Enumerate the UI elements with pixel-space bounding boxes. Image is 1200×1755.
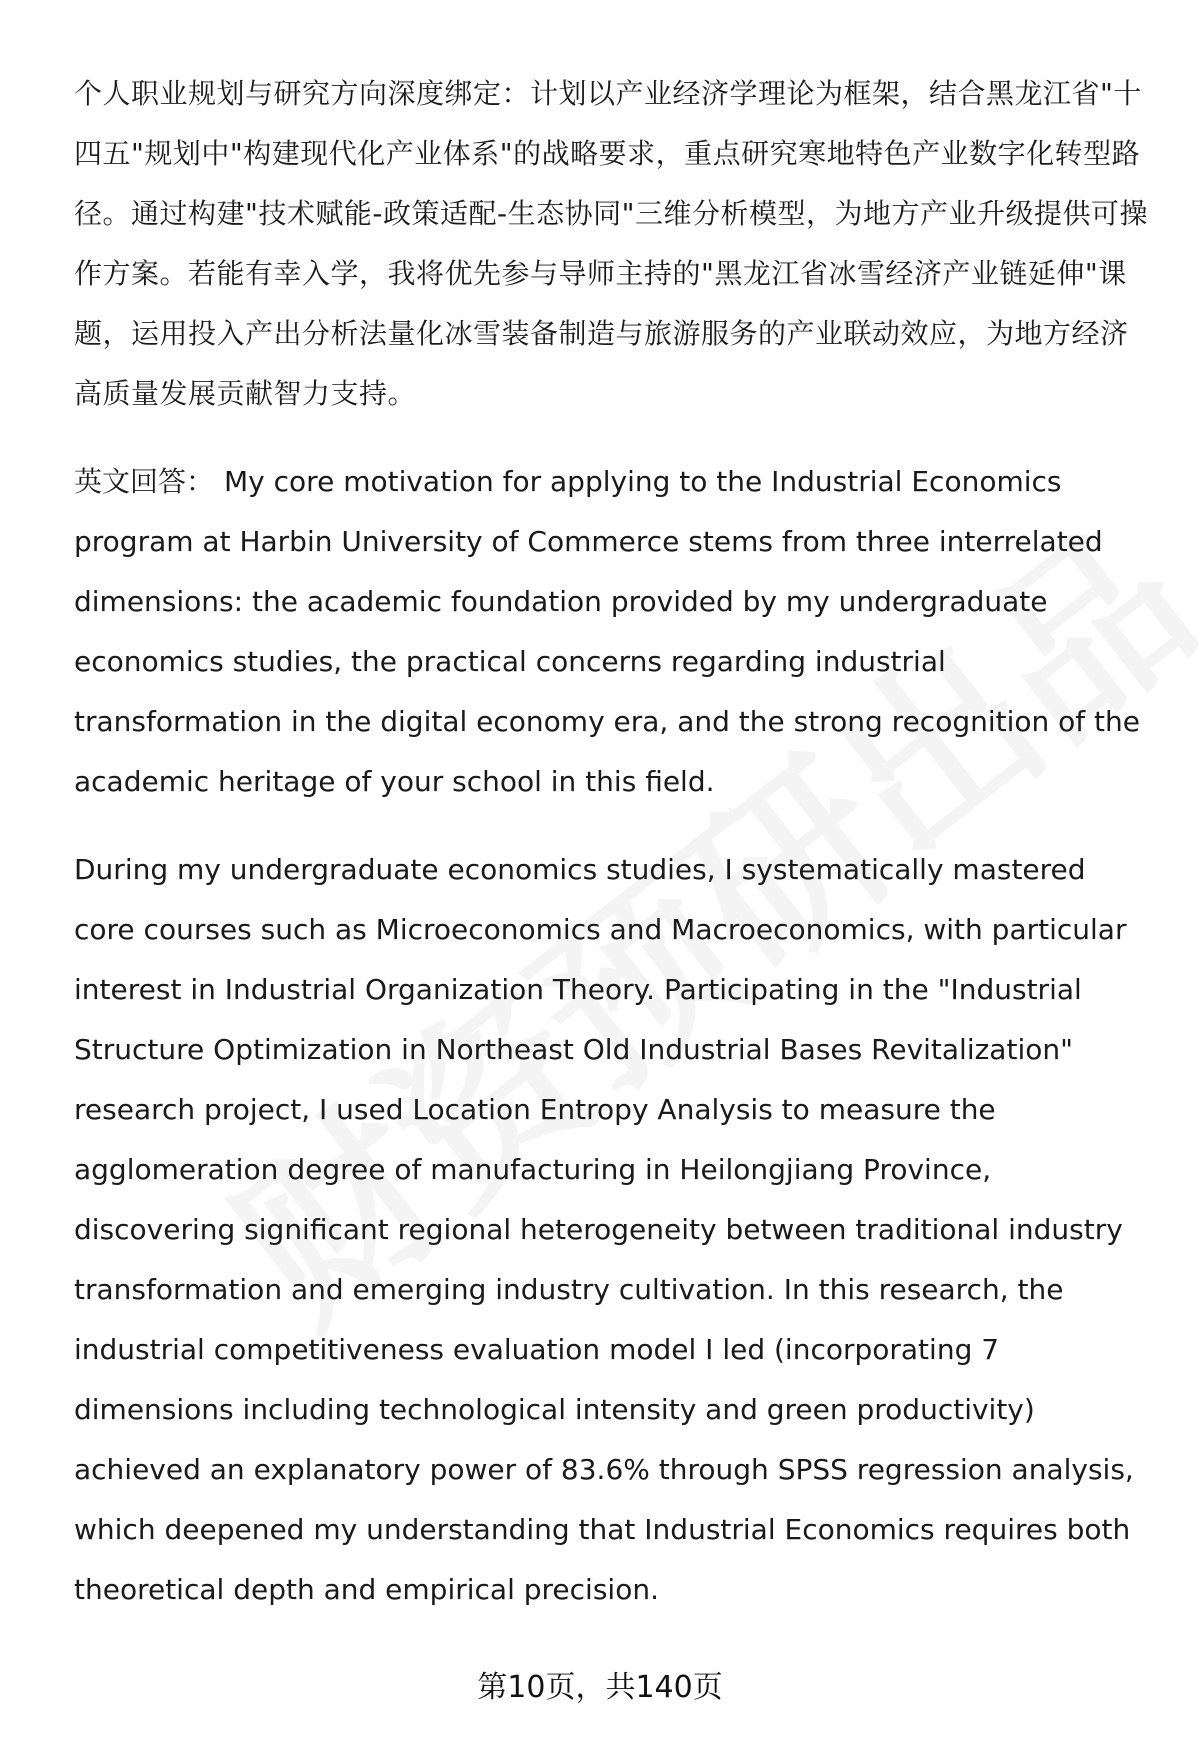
english-answer-label: 英文回答： (74, 465, 215, 498)
document-body (74, 64, 1154, 1648)
paragraph-english-answer (74, 452, 1154, 812)
paragraph-undergraduate-studies: During my undergraduate economics studies, I systematically mastered core courses such as Microeconomics and Macroeconomics, with particular interest in Industrial Organization Theory. Participating in the "Industrial Structure Optimization in Northeast Old Industrial Bases Revitalization" research project, I used Location Entropy Analysis to measure the agglomeration degree of manufacturing in Heilongjiang Province, discovering significant regional heterogeneity between traditional industry transformation and emerging industry cultivation. In this research, the industrial competitiveness evaluation model I led (incorporating 7 dimensions including technological intensity and green productivity) achieved an explanatory power of 83.6% through SPSS regression analysis, which deepened my understanding that Industrial Economics requires both theoretical depth and empirical precision. (74, 853, 1134, 1606)
paragraph-career-plan: 个人职业规划与研究方向深度绑定：计划以产业经济学理论为框架，结合黑龙江省"十四五"规划中"构建现代化产业体系"的战略要求，重点研究寒地特色产业数字化转型路径。通过构建"技术赋能-政策适配-生态协同"三维分析模型，为地方产业升级提供可操作方案。若能有幸入学，我将优先参与导师主持的"黑龙江省冰雪经济产业链延伸"课题，运用投入产出分析法量化冰雪装备制造与旅游服务的产业联动效应，为地方经济高质量发展贡献智力支持。 (74, 77, 1148, 410)
page-number-footer: 第10页，共140页 (477, 1670, 723, 1705)
english-answer-text: My core motivation for applying to the Industrial Economics program at Harbin University of Commerce stems from three interrelated dimensions: the academic foundation provided by my undergraduate economics studies, the practical concerns regarding industrial transformation in the digital economy era, and the strong recognition of the academic heritage of your school in this field. (74, 465, 1140, 798)
